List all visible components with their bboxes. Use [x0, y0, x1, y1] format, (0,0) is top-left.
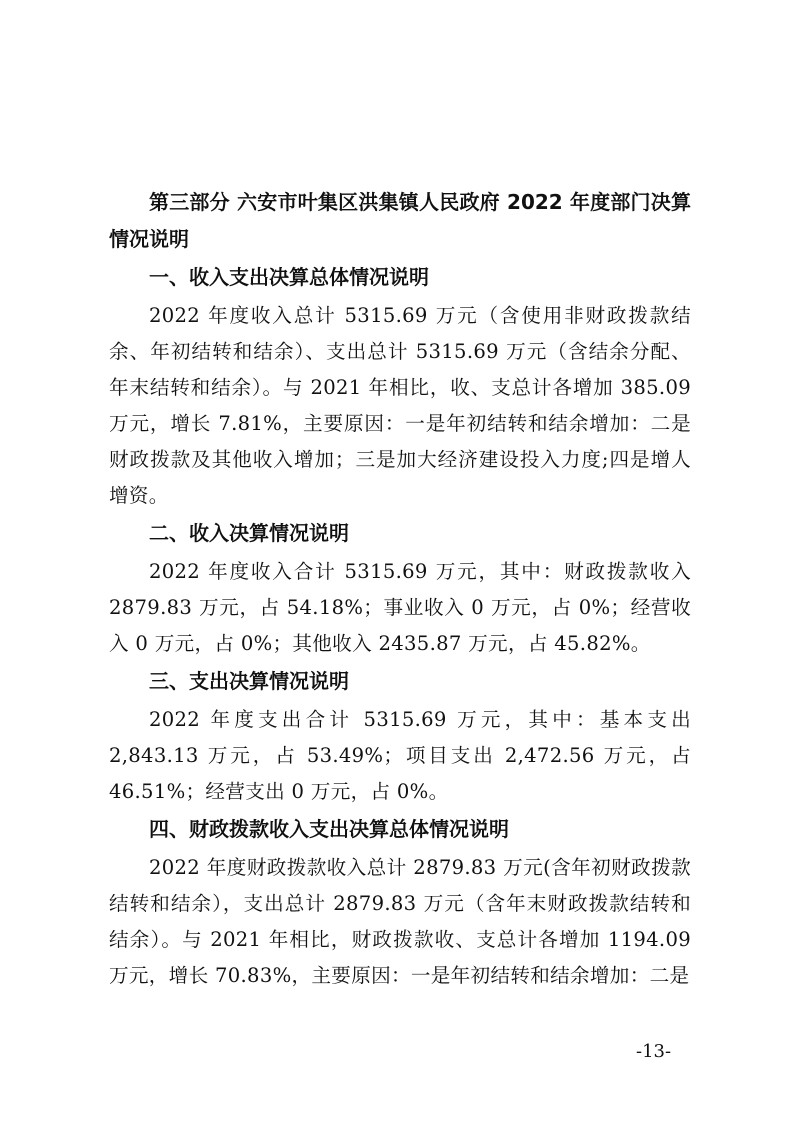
- page-number: -13-: [636, 1041, 672, 1062]
- document-title: 第三部分 六安市叶集区洪集镇人民政府 2022 年度部门决算情况说明: [109, 190, 691, 251]
- section-heading-1: 一、收入支出决算总体情况说明: [149, 265, 429, 289]
- section-paragraph-4: 2022 年度财政拨款收入总计 2879.83 万元(含年初财政拨款结转和结余），支出总计 2879.83 万元（含年末财政拨款结转和结余）。与 2021 年相比，财政拨款收、支总计各增加 1194.09 万元，增长 70.83%，主要原因：一是年初结转和结余增加：二是: [109, 856, 691, 987]
- section-paragraph-1: 2022 年度收入总计 5315.69 万元（含使用非财政拨款结余、年初结转和结余）、支出总计 5315.69 万元（含结余分配、年末结转和结余）。与 2021 年相比，收、支总计各增加 385.09 万元，增长 7.81%，主要原因：一是年初结转和结余增加：二是财政拨款及其他收入增加；三是加大经济建设投入力度;四是增人增资。: [109, 304, 691, 507]
- section-heading-3: 三、支出决算情况说明: [149, 669, 349, 693]
- section-heading-2: 二、收入决算情况说明: [149, 521, 349, 545]
- section-heading-4: 四、财政拨款收入支出决算总体情况说明: [149, 817, 509, 841]
- document-body: [109, 184, 691, 998]
- section-paragraph-3: 2022 年度支出合计 5315.69 万元，其中：基本支出 2,843.13 万元，占 53.49%；项目支出 2,472.56 万元，占 46.51%；经营支出 0 万元，占 0%。: [109, 708, 691, 803]
- section-paragraph-2: 2022 年度收入合计 5315.69 万元，其中：财政拨款收入 2879.83 万元，占 54.18%；事业收入 0 万元，占 0%；经营收入 0 万元，占 0%；其他收入 2435.87 万元，占 45.82%。: [109, 560, 691, 655]
